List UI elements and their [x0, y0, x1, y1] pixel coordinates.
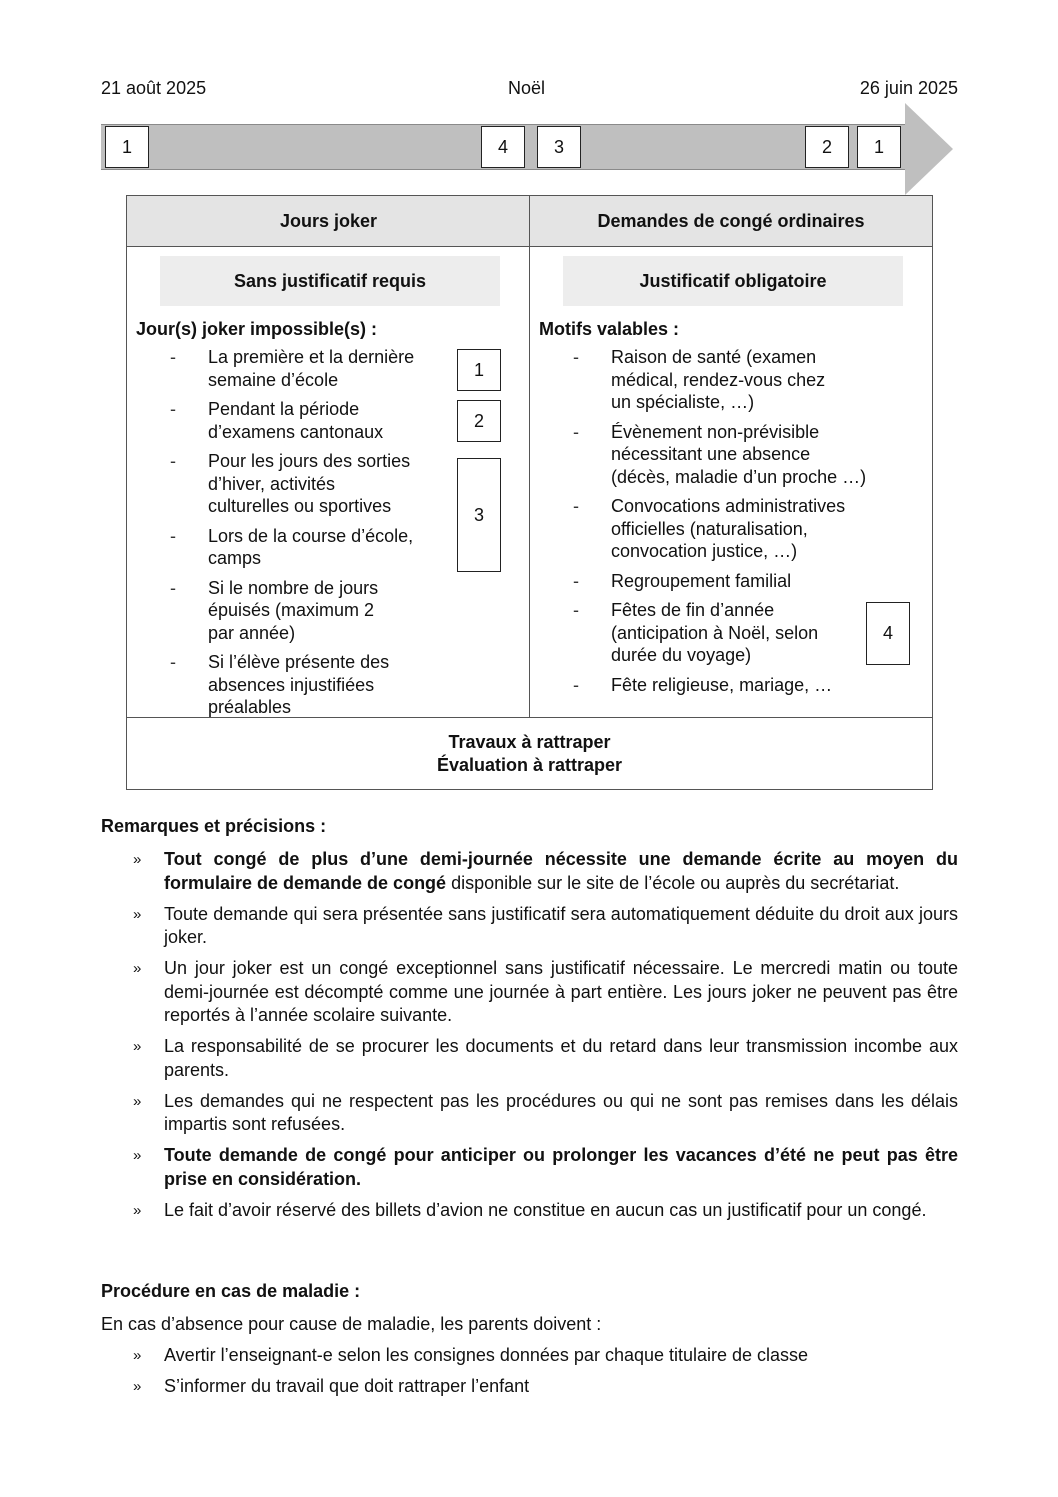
- illness-procedure-title: Procédure en cas de maladie :: [101, 1281, 361, 1301]
- table-header-joker: Jours joker: [127, 196, 530, 247]
- list-item: - Si l’élève présente des absences injustifiées préalables: [170, 652, 390, 717]
- right-column-title: Motifs valables :: [539, 319, 680, 339]
- bullet: »: [133, 1347, 142, 1364]
- bullet: »: [133, 1378, 142, 1395]
- marker-box: 1: [457, 349, 501, 391]
- timeline-marker: 1: [105, 126, 149, 168]
- dash-bullet: -: [170, 652, 176, 672]
- remarks-list: [101, 848, 958, 1230]
- timeline-marker: 3: [537, 126, 581, 168]
- remarks-title: Remarques et précisions :: [101, 816, 327, 836]
- list-item: » S’informer du travail que doit rattraper l’enfant: [101, 1375, 958, 1399]
- bullet: »: [133, 1201, 142, 1219]
- bullet: »: [133, 1092, 142, 1110]
- table-column-divider: [529, 196, 530, 718]
- table-header-ordinary-leave: Demandes de congé ordinaires: [530, 196, 932, 247]
- list-item: - Évènement non-prévisible nécessitant une absence (décès, maladie d’un proche …): [573, 421, 867, 487]
- list-item: - La première et la dernière semaine d’école: [170, 347, 415, 390]
- footer-line: Travaux à rattraper: [448, 732, 611, 752]
- marker-box: 4: [866, 602, 910, 665]
- list-item: - Regroupement familial: [573, 570, 792, 591]
- list-item: - Pour les jours des sorties d’hiver, activités culturelles ou sportives: [170, 451, 411, 516]
- list-item: - Raison de santé (examen médical, rendez-vous chez un spécialiste, …): [573, 347, 826, 412]
- list-item: » La responsabilité de se procurer les documents et du retard dans leur transmission incombe aux parents.: [133, 1036, 958, 1080]
- list-item: » Un jour joker est un congé exceptionnel sans justificatif nécessaire. Le mercredi matin ou toute demi-journée est décompté comme une journée à part entière. Les jours joker ne peuvent pas être reportés à l’année scolaire suivante.: [133, 958, 958, 1025]
- list-item: - Fête religieuse, mariage, …: [573, 674, 833, 695]
- bullet: »: [133, 851, 142, 868]
- list-item: » Toute demande de congé pour anticiper ou prolonger les vacances d’été ne peut pas être prise en considération.: [133, 1145, 958, 1189]
- timeline-arrowhead: [905, 103, 953, 195]
- timeline-marker: 2: [805, 126, 849, 168]
- dash-bullet: -: [573, 421, 579, 442]
- bullet: »: [133, 1147, 142, 1164]
- list-item: - Convocations administratives officielles (naturalisation, convocation justice, …): [573, 496, 846, 561]
- footer-line: Évaluation à rattraper: [436, 755, 623, 775]
- timeline-middle-label: Noël: [508, 78, 546, 98]
- dash-bullet: -: [573, 496, 579, 516]
- dash-bullet: -: [170, 577, 176, 598]
- dash-bullet: -: [573, 600, 579, 620]
- left-subheader: Sans justificatif requis: [160, 256, 500, 306]
- dash-bullet: -: [170, 525, 176, 546]
- marker-box: 2: [457, 400, 501, 442]
- list-item: » Toute demande qui sera présentée sans justificatif sera automatiquement déduite du droit aux jours joker.: [133, 903, 958, 947]
- list-item: - Lors de la course d’école, camps: [170, 525, 414, 568]
- list-item: - Si le nombre de jours épuisés (maximum 2 par année): [170, 577, 379, 643]
- bullet: »: [133, 905, 142, 923]
- bullet: »: [133, 960, 142, 977]
- marker-box: 3: [457, 458, 501, 572]
- dash-bullet: -: [573, 570, 579, 591]
- right-subheader: Justificatif obligatoire: [563, 256, 903, 306]
- timeline-end-date: 26 juin 2025: [859, 78, 958, 98]
- bullet: »: [133, 1038, 142, 1055]
- list-item: » Avertir l’enseignant-e selon les consignes données par chaque titulaire de classe: [101, 1344, 958, 1368]
- valid-reasons-list: [573, 346, 893, 703]
- leave-table: [126, 195, 933, 790]
- left-column-title: Jour(s) joker impossible(s) :: [136, 319, 378, 339]
- timeline-marker: 4: [481, 126, 525, 168]
- timeline-marker: 1: [857, 126, 901, 168]
- list-item: - Fêtes de fin d’année (anticipation à Noël, selon durée du voyage): [573, 600, 819, 665]
- dash-bullet: -: [170, 347, 176, 367]
- dash-bullet: -: [170, 451, 176, 471]
- list-item: » Le fait d’avoir réservé des billets d’avion ne constitue en aucun cas un justificatif pour un congé.: [101, 1199, 958, 1223]
- illness-steps-list: [101, 1344, 958, 1406]
- list-item: - Pendant la période d’examens cantonaux: [170, 399, 384, 442]
- list-item: » Les demandes qui ne respectent pas les procédures ou qui ne sont pas remises dans les délais impartis sont refusées.: [133, 1090, 958, 1134]
- dash-bullet: -: [573, 347, 579, 367]
- joker-impossible-list: [170, 346, 440, 726]
- timeline-start-date: 21 août 2025: [101, 78, 207, 98]
- illness-intro: En cas d’absence pour cause de maladie, les parents doivent :: [101, 1314, 602, 1334]
- list-item: » Tout congé de plus d’une demi-journée nécessite une demande écrite au moyen du formulaire de demande de congé disponible sur le site de l’école ou auprès du secrétariat.: [133, 849, 958, 893]
- dash-bullet: -: [170, 399, 176, 419]
- table-footer: [127, 718, 932, 790]
- dash-bullet: -: [573, 674, 579, 695]
